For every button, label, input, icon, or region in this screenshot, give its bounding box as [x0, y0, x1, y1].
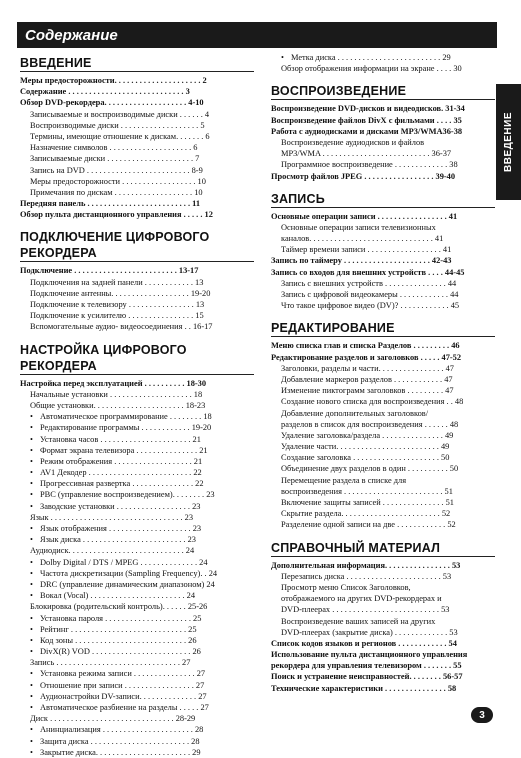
section-spacer	[271, 311, 495, 317]
bullet-icon	[30, 502, 40, 511]
toc-subentry	[271, 222, 495, 233]
toc-entry	[271, 352, 495, 363]
toc-entry-text: ВОСПРОИЗВЕДЕНИЕ	[271, 84, 407, 99]
toc-bullet-entry	[20, 613, 254, 624]
toc-entry-text: Основные операции записи телевизионных	[281, 222, 436, 232]
toc-bullet-entry	[20, 568, 254, 579]
toc-subentry	[271, 604, 495, 615]
toc-bullet-entry	[20, 635, 254, 646]
toc-subentry	[271, 244, 495, 255]
toc-entry-text: Просмотр меню Список Заголовков,	[281, 582, 411, 592]
toc-entry-text: ПОДКЛЮЧЕНИЕ ЦИФРОВОГО РЕКОРДЕРА	[20, 230, 210, 261]
toc-subentry	[271, 519, 495, 530]
toc-subentry	[20, 512, 254, 523]
section-heading	[271, 191, 495, 208]
toc-entry-text: Анинциализация . . . . . . . . . . . . . . . . . . . . . . 28	[40, 725, 204, 735]
toc-entry-text: Заводские установки . . . . . . . . . . . . . . . . . . 23	[40, 501, 201, 511]
toc-entry-text: Удаление части. . . . . . . . . . . . . . . . . . . . . . . . . 49	[281, 442, 450, 452]
toc-entry	[271, 649, 495, 660]
toc-entry-text: Основные операции записи . . . . . . . . . . . . . . . . . 41	[271, 211, 458, 221]
toc-entry-text: Термины, имеющие отношение к дискам. . . . . . . 6	[30, 131, 210, 141]
toc-entry-text: Начальные установки . . . . . . . . . . . . . . . . . . . . 18	[30, 389, 203, 399]
toc-entry-text: PBC (управление воспроизведением). . . . . . . . 23	[40, 490, 215, 500]
section-heading	[271, 83, 495, 100]
toc-entry-text: Общие установки. . . . . . . . . . . . . . . . . . . . . . 18-23	[30, 400, 206, 410]
toc-entry-text: AV1 Декодер . . . . . . . . . . . . . . . . . . . . . . . . . 22	[40, 468, 202, 478]
toc-entry-text: Обзор отображения информации на экране . . . . 30	[281, 64, 462, 74]
toc-entry-text: Отношение при записи . . . . . . . . . . . . . . . . . 27	[40, 680, 205, 690]
toc-entry-text: Содержание . . . . . . . . . . . . . . . . . . . . . . . . . . . . 3	[20, 87, 190, 97]
toc-bullet-entry	[20, 434, 254, 445]
toc-subentry	[271, 374, 495, 385]
toc-subentry	[20, 299, 254, 310]
page-number: 3	[479, 709, 485, 721]
toc-entry-text: Автоматическое разбиение на разделы . . . . . 27	[40, 703, 209, 712]
toc-entry	[20, 198, 254, 209]
toc-entry	[271, 171, 495, 182]
toc-entry-text: Добавление маркеров разделов . . . . . . . . . . . . 47	[281, 374, 453, 384]
toc-entry	[271, 671, 495, 682]
toc-entry-text: воспроизведения . . . . . . . . . . . . . . . . . . . . . . . . 51	[281, 486, 453, 496]
bullet-icon	[30, 457, 40, 466]
toc-entry-text: ВВЕДЕНИЕ	[20, 56, 92, 70]
toc-entry-text: Программное воспроизведение . . . . . . . . . . . . . 38	[281, 160, 458, 170]
toc-entry-text: Записываемые диски . . . . . . . . . . . . . . . . . . . . . 7	[30, 154, 200, 164]
toc-subentry	[20, 389, 254, 400]
toc-subentry	[20, 165, 254, 176]
bullet-icon	[30, 479, 40, 488]
toc-entry-text: отображаемого на других DVD-рекордерах и	[281, 594, 442, 604]
toc-subentry	[20, 187, 254, 198]
toc-subentry	[271, 475, 495, 486]
bullet-icon	[30, 412, 40, 421]
bullet-icon	[30, 669, 40, 678]
toc-bullet-entry	[271, 52, 495, 63]
toc-bullet-entry	[20, 557, 254, 568]
toc-subentry	[20, 131, 254, 142]
toc-entry	[271, 683, 495, 694]
bullet-icon	[30, 435, 40, 444]
toc-entry	[271, 660, 495, 671]
toc-entry-text: ЗАПИСЬ	[271, 191, 325, 206]
toc-entry-text: Обзор DVD-рекордера. . . . . . . . . . . . . . . . . . . . 4-10	[20, 98, 204, 108]
section-side-tab	[496, 84, 521, 200]
toc-subentry	[271, 616, 495, 627]
toc-right-column	[271, 52, 495, 694]
toc-bullet-entry	[20, 445, 254, 456]
toc-entry-text: Меры предосторожности . . . . . . . . . . . . . . . . . . 10	[30, 176, 206, 186]
toc-entry-text: Технические характеристики . . . . . . . . . . . . . . . 58	[271, 683, 457, 693]
toc-subentry	[20, 142, 254, 153]
toc-entry-text: Прогрессивная развертка . . . . . . . . . . . . . . . 22	[40, 479, 204, 489]
toc-subentry	[271, 452, 495, 463]
toc-subentry	[271, 582, 495, 593]
toc-entry-text: Настройка перед эксплуатацией . . . . . . . . . . 18-30	[20, 378, 207, 388]
toc-entry-text: Установка режима записи . . . . . . . . . . . . . . . 27	[40, 669, 206, 679]
section-heading	[271, 540, 495, 557]
toc-entry-text: Что такое цифровое видео (DV)? . . . . . . . . . . . . 45	[281, 301, 460, 311]
toc-entry-text: каналов. . . . . . . . . . . . . . . . . . . . . . . . . . . . . . 41	[281, 234, 444, 244]
toc-entry-text: Вспомогательные аудио- видеосоединения . . 16-17	[30, 322, 213, 332]
toc-subentry	[271, 396, 495, 407]
toc-subentry	[271, 233, 495, 244]
toc-entry-text: DVD-плеерах (закрытие диска) . . . . . . . . . . . . . 53	[281, 627, 458, 637]
toc-subentry	[20, 400, 254, 411]
bullet-icon	[30, 591, 40, 600]
toc-bullet-entry	[20, 523, 254, 534]
toc-subentry	[271, 441, 495, 452]
section-heading	[20, 229, 254, 262]
toc-bullet-entry	[20, 702, 254, 713]
bullet-icon	[30, 647, 40, 656]
toc-entry-text: Заголовки, разделы и части. . . . . . . . . . . . . . . . 47	[281, 363, 454, 373]
toc-subentry	[271, 593, 495, 604]
toc-entry-text: Установка пароля . . . . . . . . . . . . . . . . . . . . . 25	[40, 613, 202, 623]
toc-bullet-entry	[20, 590, 254, 601]
toc-entry	[271, 638, 495, 649]
toc-entry-text: Язык диска . . . . . . . . . . . . . . . . . . . . . . . . . 23	[40, 535, 196, 545]
toc-entry	[271, 255, 495, 266]
toc-entry-text: СПРАВОЧНЫЙ МАТЕРИАЛ	[271, 540, 441, 555]
toc-bullet-entry	[20, 646, 254, 657]
toc-subentry	[20, 153, 254, 164]
toc-entry-text: Подключение антенны. . . . . . . . . . . . . . . . . . . 19-20	[30, 288, 211, 298]
toc-bullet-entry	[20, 680, 254, 691]
toc-entry-text: Защита диска . . . . . . . . . . . . . . . . . . . . . . . . 28	[40, 736, 200, 746]
toc-subentry	[271, 385, 495, 396]
toc-entry	[271, 103, 495, 114]
toc-subentry	[20, 277, 254, 288]
toc-entry-text: рекордера для управления телевизором . . . . . . . 55	[271, 661, 462, 671]
toc-entry	[20, 75, 254, 86]
bullet-icon	[30, 703, 40, 712]
bullet-icon	[30, 636, 40, 645]
toc-bullet-entry	[20, 478, 254, 489]
toc-entry	[271, 211, 495, 222]
toc-entry-text: Воспроизведение аудиодисков и файлов	[281, 137, 425, 147]
toc-entry-text: Редактирование разделов и заголовков . . . . . 47-52	[271, 352, 462, 362]
toc-subentry	[20, 109, 254, 120]
toc-entry-text: Подключение к телевизору . . . . . . . . . . . . . . . . 13	[30, 300, 205, 309]
toc-entry	[20, 209, 254, 220]
side-tab-label: ВВЕДЕНИЕ	[503, 112, 514, 172]
bullet-icon	[30, 725, 40, 734]
section-spacer	[20, 333, 254, 339]
toc-entry-text: РЕДАКТИРОВАНИЕ	[271, 321, 395, 336]
toc-subentry	[20, 657, 254, 668]
toc-bullet-entry	[20, 691, 254, 702]
toc-entry-text: Режим отображения . . . . . . . . . . . . . . . . . . . 21	[40, 456, 203, 466]
page-title: Содержание	[25, 26, 118, 44]
toc-entry-text: Метка диска . . . . . . . . . . . . . . . . . . . . . . . . . 29	[291, 53, 451, 62]
toc-entry-text: Поиск и устранение неисправностей. . . . . . . . 56-57	[271, 672, 463, 682]
toc-subentry	[20, 176, 254, 187]
toc-bullet-entry	[20, 456, 254, 467]
toc-entry-text: Удаление заголовка/раздела . . . . . . . . . . . . . . . 49	[281, 430, 454, 440]
toc-entry-text: Работа с аудиодисками и дисками MP3/WMA36-38	[271, 126, 463, 136]
section-spacer	[271, 531, 495, 537]
toc-entry-text: Подключение . . . . . . . . . . . . . . . . . . . . . . . . . 13-17	[20, 266, 199, 276]
toc-subentry	[20, 321, 254, 332]
toc-entry-text: Записываемые и воспроизводимые диски . . . . . . 4	[30, 109, 210, 119]
toc-entry-text: Обзор пульта дистанционного управления . . . . . 12	[20, 210, 213, 220]
toc-bullet-entry	[20, 579, 254, 590]
toc-entry-text: Автоматическое программирование . . . . . . . . 18	[40, 412, 212, 422]
bullet-icon	[30, 524, 40, 533]
toc-entry-text: Закрытие диска. . . . . . . . . . . . . . . . . . . . . . . 29	[40, 747, 201, 757]
toc-entry	[271, 340, 495, 351]
toc-entry-text: Запись . . . . . . . . . . . . . . . . . . . . . . . . . . . . . . 27	[30, 658, 191, 668]
toc-entry-text: разделов в список для воспроизведения . . . . . . 48	[281, 419, 459, 429]
toc-entry-text: Код зоны . . . . . . . . . . . . . . . . . . . . . . . . . . . 26	[40, 635, 197, 645]
toc-entry-text: Запись на DVD . . . . . . . . . . . . . . . . . . . . . . . . . 8-9	[30, 165, 203, 175]
section-spacer	[20, 220, 254, 226]
toc-entry-text: Воспроизведение DVD-дисков и видеодисков. 31-34	[271, 104, 465, 114]
toc-subentry	[20, 120, 254, 131]
toc-entry-text: Меню списка глав и списка Разделов . . . . . . . . . 46	[271, 341, 460, 351]
toc-subentry	[271, 430, 495, 441]
toc-bullet-entry	[20, 736, 254, 747]
page-number-badge	[471, 707, 493, 723]
toc-subentry	[271, 148, 495, 159]
toc-entry-text: Перезапись диска . . . . . . . . . . . . . . . . . . . . . . . 53	[281, 571, 452, 581]
toc-subentry	[271, 363, 495, 374]
toc-entry-text: Разделение одной записи на две . . . . . . . . . . . . 52	[281, 520, 456, 530]
toc-entry-text: Передняя панель . . . . . . . . . . . . . . . . . . . . . . . . . 11	[20, 199, 201, 209]
toc-subentry	[271, 159, 495, 170]
toc-subentry	[271, 278, 495, 289]
toc-entry-text: Dolby Digital / DTS / MPEG . . . . . . . . . . . . . . 24	[40, 557, 208, 567]
section-spacer	[271, 182, 495, 188]
toc-entry-text: Использование пульта дистанционного управления	[271, 650, 468, 660]
toc-entry-text: Диск . . . . . . . . . . . . . . . . . . . . . . . . . . . . . . 28-29	[30, 714, 196, 724]
toc-entry-text: Включение защиты записей . . . . . . . . . . . . . . . 51	[281, 498, 454, 507]
toc-entry-text: Запись со входов для внешних устройств . . . . 44-45	[271, 267, 465, 277]
toc-subentry	[271, 137, 495, 148]
toc-bullet-entry	[20, 467, 254, 478]
toc-entry-text: Меры предосторожности. . . . . . . . . . . . . . . . . . . . . 2	[20, 76, 207, 85]
toc-bullet-entry	[20, 489, 254, 500]
bullet-icon	[30, 748, 40, 757]
toc-entry-text: Частота дискретизации (Sampling Frequency). . 24	[40, 568, 218, 578]
toc-subentry	[271, 571, 495, 582]
toc-subentry	[271, 463, 495, 474]
bullet-icon	[30, 535, 40, 544]
toc-entry-text: Запись с внешних устройств . . . . . . . . . . . . . . . 44	[281, 278, 457, 288]
toc-subentry	[271, 289, 495, 300]
bullet-icon	[30, 490, 40, 499]
toc-entry-text: Список кодов языков и регионов . . . . . . . . . . . . 54	[271, 638, 457, 648]
toc-entry-text: Воспроизведение ваших записей на других	[281, 616, 436, 626]
bullet-icon	[30, 558, 40, 567]
toc-bullet-entry	[20, 534, 254, 545]
toc-entry-text: Запись по таймеру . . . . . . . . . . . . . . . . . . . . . 42-43	[271, 256, 452, 266]
toc-bullet-entry	[20, 411, 254, 422]
toc-entry-text: Установка часов . . . . . . . . . . . . . . . . . . . . . . 21	[40, 434, 201, 444]
toc-entry-text: Дополнительная информация. . . . . . . . . . . . . . . . 53	[271, 560, 461, 570]
toc-entry-text: Запись с цифровой видеокамеры . . . . . . . . . . . . 44	[281, 290, 459, 299]
toc-entry-text: Аудионастройки DV-записи. . . . . . . . . . . . . . 27	[40, 691, 207, 701]
toc-entry-text: Скрытие раздела. . . . . . . . . . . . . . . . . . . . . . . . 52	[281, 509, 451, 519]
toc-entry-text: Назначение символов . . . . . . . . . . . . . . . . . . . . 6	[30, 143, 198, 153]
toc-entry-text: Редактирование программы . . . . . . . . . . . . 19-20	[40, 423, 212, 433]
toc-entry	[271, 115, 495, 126]
toc-entry	[20, 86, 254, 97]
toc-entry-text: DRC (управление динамическим диапазоном) 24	[40, 579, 215, 589]
bullet-icon	[30, 692, 40, 701]
toc-entry-text: Блокировка (родительский контроль). . . . . . 25-26	[30, 602, 208, 612]
section-heading	[271, 320, 495, 337]
toc-left-column	[20, 52, 254, 758]
toc-entry-text: Добавление дополнительных заголовков/	[281, 408, 429, 418]
toc-subentry	[20, 545, 254, 556]
toc-bullet-entry	[20, 668, 254, 679]
toc-subentry	[271, 627, 495, 638]
toc-subentry	[20, 713, 254, 724]
toc-entry-text: DVD-плеерах . . . . . . . . . . . . . . . . . . . . . . . . . . 53	[281, 605, 450, 615]
toc-entry	[271, 267, 495, 278]
toc-entry-text: Объединение двух разделов в один . . . . . . . . . . 50	[281, 464, 459, 474]
toc-entry-text: Воспроизводимые диски . . . . . . . . . . . . . . . . . . . 5	[30, 120, 205, 130]
toc-bullet-entry	[20, 747, 254, 758]
toc-entry-text: Создание нового списка для воспроизведения . . 48	[281, 397, 464, 407]
toc-entry-text: DivX(R) VOD . . . . . . . . . . . . . . . . . . . . . . . . 26	[40, 647, 201, 657]
toc-entry-text: Язык . . . . . . . . . . . . . . . . . . . . . . . . . . . . . . . . 23	[30, 512, 194, 522]
toc-subentry	[20, 288, 254, 299]
bullet-icon	[30, 468, 40, 477]
toc-entry-text: Язык отображения . . . . . . . . . . . . . . . . . . . . 23	[40, 524, 202, 533]
toc-entry-text: Создание заголовка . . . . . . . . . . . . . . . . . . . . . 50	[281, 453, 450, 463]
toc-entry-text: Перемещение раздела в списке для	[281, 475, 407, 485]
bullet-icon	[30, 580, 40, 589]
toc-entry-text: Таймер времени записи . . . . . . . . . . . . . . . . . . 41	[281, 245, 452, 255]
toc-bullet-entry	[20, 501, 254, 512]
bullet-icon	[30, 569, 40, 578]
bullet-icon	[30, 625, 40, 634]
toc-subentry	[271, 497, 495, 508]
toc-subentry	[20, 310, 254, 321]
section-spacer	[271, 74, 495, 80]
bullet-icon	[30, 446, 40, 455]
bullet-icon	[30, 423, 40, 432]
toc-entry-text: Изменение пиктограмм заголовков . . . . . . . . . 47	[281, 386, 454, 396]
toc-subentry	[271, 408, 495, 419]
toc-entry-text: Примечания по дискам . . . . . . . . . . . . . . . . . . . 10	[30, 187, 203, 197]
toc-entry-text: Просмотр файлов JPEG . . . . . . . . . . . . . . . . . 39-40	[271, 171, 456, 181]
bullet-icon	[30, 681, 40, 690]
header-bar	[17, 22, 497, 48]
toc-entry-text: Вокал (Vocal) . . . . . . . . . . . . . . . . . . . . . . . 24	[40, 591, 196, 601]
toc-subentry	[271, 300, 495, 311]
toc-subentry	[271, 419, 495, 430]
toc-entry-text: MP3/WMA . . . . . . . . . . . . . . . . . . . . . . . . . . 36-37	[281, 149, 452, 159]
toc-entry-text: Воспроизведение файлов DivX с фильмами . . . . 35	[271, 115, 462, 125]
toc-entry-text: Подключения на задней панели . . . . . . . . . . . . 13	[30, 277, 204, 287]
bullet-icon	[281, 53, 291, 62]
toc-entry	[271, 126, 495, 137]
toc-entry-text: Аудиодиск. . . . . . . . . . . . . . . . . . . . . . . . . . . . 24	[30, 546, 195, 556]
toc-entry-text: Рейтинг . . . . . . . . . . . . . . . . . . . . . . . . . . . . 25	[40, 624, 197, 634]
toc-subentry	[20, 601, 254, 612]
toc-bullet-entry	[20, 624, 254, 635]
toc-entry	[271, 560, 495, 571]
toc-subentry	[271, 63, 495, 74]
toc-entry	[20, 97, 254, 108]
toc-subentry	[271, 486, 495, 497]
toc-entry-text: Формат экрана телевизора . . . . . . . . . . . . . . . 21	[40, 445, 208, 455]
toc-entry-text: Подключение к усилителю . . . . . . . . . . . . . . . . 15	[30, 311, 204, 321]
section-heading	[20, 342, 254, 375]
toc-subentry	[271, 508, 495, 519]
toc-entry	[20, 378, 254, 389]
toc-entry-text: НАСТРОЙКА ЦИФРОВОГО РЕКОРДЕРА	[20, 342, 187, 373]
toc-entry	[20, 265, 254, 276]
section-heading	[20, 55, 254, 72]
bullet-icon	[30, 737, 40, 746]
bullet-icon	[30, 614, 40, 623]
toc-bullet-entry	[20, 422, 254, 433]
